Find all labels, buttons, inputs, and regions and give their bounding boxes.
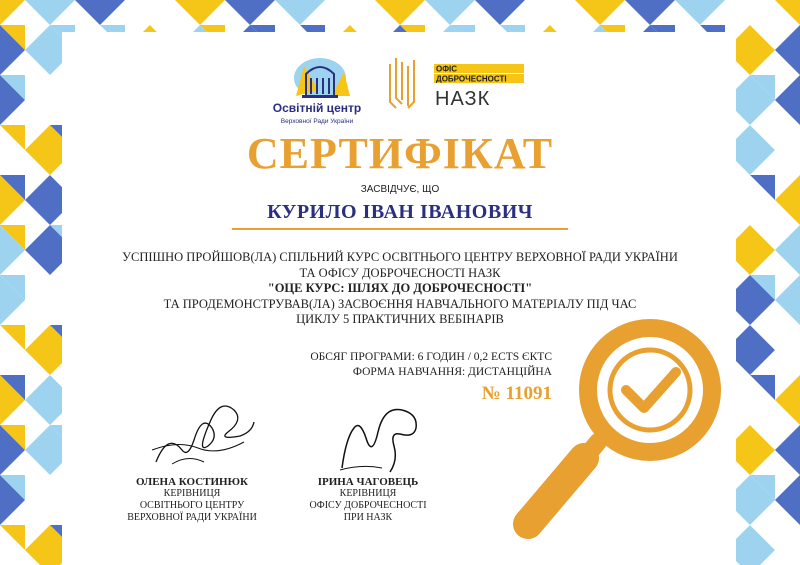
signatory-left-role3: ВЕРХОВНОЇ РАДИ УКРАЇНИ [127, 512, 257, 523]
border-tile [775, 75, 800, 125]
signatory-left [92, 476, 292, 524]
certifies-label: ЗАСВІДЧУЄ, ЩО [360, 184, 440, 195]
signature-left [148, 392, 260, 472]
certificate-number: № 11091 [481, 383, 552, 404]
body-line-5: ЦИКЛУ 5 ПРАКТИЧНИХ ВЕБІНАРІВ [296, 312, 504, 326]
signatory-right-name: ІРИНА ЧАГОВЕЦЬ [317, 476, 419, 488]
body-line-2: ТА ОФІСУ ДОБРОЧЕСНОСТІ НАЗК [299, 265, 501, 280]
border-tile [775, 475, 800, 525]
border-tile [125, 0, 175, 25]
border-tile [775, 0, 800, 25]
certificate-title: СЕРТИФІКАТ [246, 129, 554, 178]
border-tile [725, 0, 775, 25]
integrity-office-line1: ОФІС [436, 64, 458, 74]
border-tile [175, 0, 225, 25]
integrity-office-line2: ДОБРОЧЕСНОСТІ [436, 74, 507, 84]
education-center-logo [262, 52, 372, 128]
signatory-right-role2: ОФІСУ ДОБРОЧЕСНОСТІ [309, 500, 427, 511]
border-tile [525, 0, 575, 25]
signatory-right [288, 476, 448, 524]
nazk-brand: НАЗК [435, 88, 491, 110]
border-tile [0, 0, 25, 25]
program-volume: ОБСЯГ ПРОГРАМИ: 6 ГОДИН / 0,2 ECTS ЄКТС [310, 351, 552, 363]
border-tile [375, 0, 425, 25]
course-name: "ОЦЕ КУРС: ШЛЯХ ДО ДОБРОЧЕСНОСТІ" [267, 281, 533, 295]
border-tile [475, 0, 525, 25]
border-tile [775, 25, 800, 75]
border-tile [425, 0, 475, 25]
border-tile [775, 525, 800, 565]
border-tile [225, 0, 275, 25]
border-tile [775, 375, 800, 425]
signatory-left-role2: ОСВІТНЬОГО ЦЕНТРУ [139, 500, 245, 511]
border-tile [325, 0, 375, 25]
signature-right [332, 398, 432, 478]
border-tile [575, 0, 625, 25]
border-tile [275, 0, 325, 25]
border-tile [775, 325, 800, 375]
border-tile [625, 0, 675, 25]
education-center-subtitle: Верховної Ради України [280, 118, 354, 125]
body-line-1: УСПІШНО ПРОЙШОВ(ЛА) СПІЛЬНИЙ КУРС ОСВІТНЬОГО ЦЕНТРУ ВЕРХОВНОЇ РАДИ УКРАЇНИ [122, 250, 678, 264]
recipient-name: КУРИЛО ІВАН ІВАНОВИЧ [267, 201, 533, 223]
name-underline [232, 228, 568, 230]
magnifier-check-icon [510, 318, 760, 550]
signatory-right-role3: ПРИ НАЗК [343, 512, 393, 523]
border-tile [675, 0, 725, 25]
education-center-name: Освітній центр [272, 101, 362, 115]
signatory-left-name: ОЛЕНА КОСТИНЮК [136, 476, 248, 488]
certificate-body [0, 250, 800, 328]
border-tile [25, 0, 75, 25]
study-form: ФОРМА НАВЧАННЯ: ДИСТАНЦІЙНА [352, 366, 552, 378]
border-tile [75, 0, 125, 25]
signatory-left-role1: КЕРІВНИЦЯ [163, 488, 221, 499]
signatory-right-role1: КЕРІВНИЦЯ [339, 488, 397, 499]
integrity-office-logo [388, 58, 538, 114]
body-line-4: ТА ПРОДЕМОНСТРУВАВ(ЛА) ЗАСВОЄННЯ НАВЧАЛЬНОГО МАТЕРІАЛУ ПІД ЧАС [163, 296, 637, 311]
border-tile [775, 425, 800, 475]
